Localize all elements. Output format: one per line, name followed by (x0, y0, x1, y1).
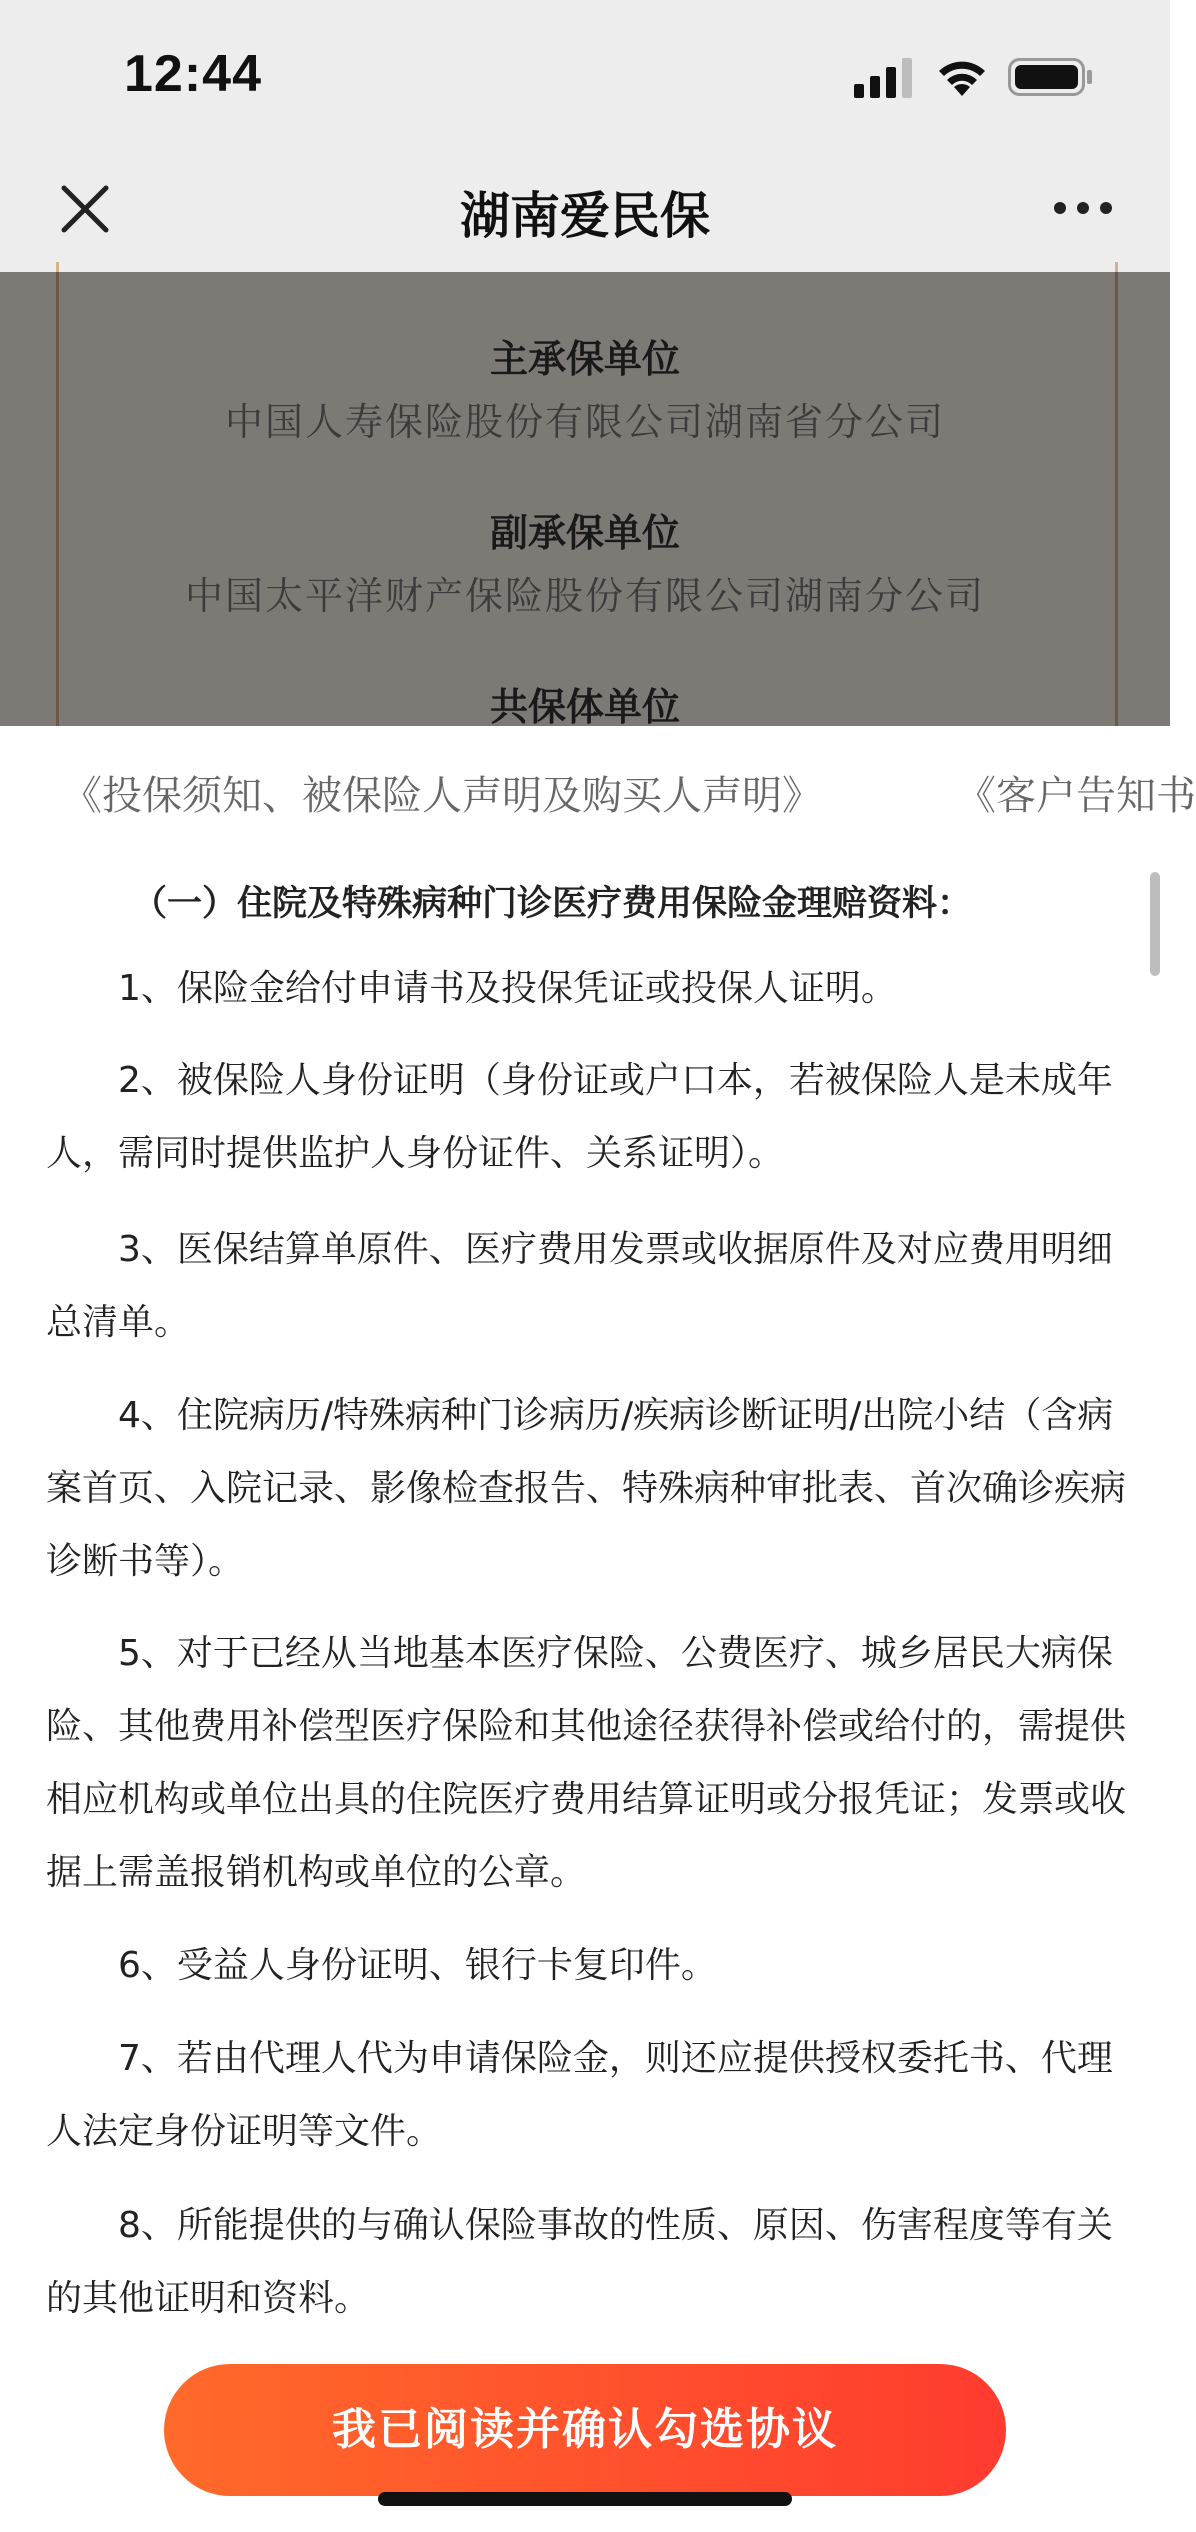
nav-bar (0, 150, 1170, 272)
dim-overlay[interactable] (0, 272, 1170, 726)
more-icon[interactable] (1052, 198, 1114, 218)
document-paragraph: 8、所能提供的与确认保险事故的性质、原因、伤害程度等有关的其他证明和资料。 (46, 2205, 1113, 2319)
document-paragraph: 5、对于已经从当地基本医疗保险、公费医疗、城乡居民大病保险、其他费用补偿型医疗保险和其他途径获得补偿或给付的，需提供相应机构或单位出具的住院医疗费用结算证明或分报凭证；发票或收据上需盖报销机构或单位的公章。 (46, 1633, 1127, 1893)
cellular-signal-icon (854, 58, 914, 98)
tab-insurance-notice[interactable]: 《投保须知、被保险人声明及购买人声明》 (62, 773, 822, 819)
document-paragraph: 7、若由代理人代为申请保险金，则还应提供授权委托书、代理人法定身份证明等文件。 (46, 2038, 1113, 2152)
agreement-sheet (0, 726, 1196, 2532)
document-paragraph: 6、受益人身份证明、银行卡复印件。 (118, 1945, 717, 1986)
content-fade (0, 1992, 1170, 2032)
tab-customer-notice[interactable]: 《客户告知书 (956, 773, 1196, 819)
status-bar (0, 0, 1170, 150)
document-paragraph: 4、住院病历/特殊病种门诊病历/疾病诊断证明/出院小结（含病案首页、入院记录、影像检查报告、特殊病种审批表、首次确诊疾病诊断书等）。 (46, 1395, 1127, 1582)
confirm-agreement-button[interactable]: 我已阅读并确认勾选协议 (164, 2364, 1006, 2496)
document-paragraph: 1、保险金给付申请书及投保凭证或投保人证明。 (118, 968, 897, 1009)
agreement-document[interactable] (0, 856, 1170, 2319)
page-title: 湖南爱民保 (460, 187, 710, 245)
agreement-tabs (0, 726, 1196, 856)
battery-icon (1008, 56, 1094, 98)
document-paragraph: 3、医保结算单原件、医疗费用发票或收据原件及对应费用明细总清单。 (46, 1229, 1113, 1343)
home-indicator[interactable] (378, 2492, 792, 2506)
status-time: 12:44 (124, 45, 262, 103)
scrollbar[interactable] (1150, 872, 1160, 976)
document-paragraph: 2、被保险人身份证明（身份证或户口本，若被保险人是未成年人，需同时提供监护人身份证件、关系证明）。 (46, 1060, 1113, 1174)
document-heading: （一）住院及特殊病种门诊医疗费用保险金理赔资料： (132, 884, 973, 924)
wifi-icon (935, 56, 989, 98)
